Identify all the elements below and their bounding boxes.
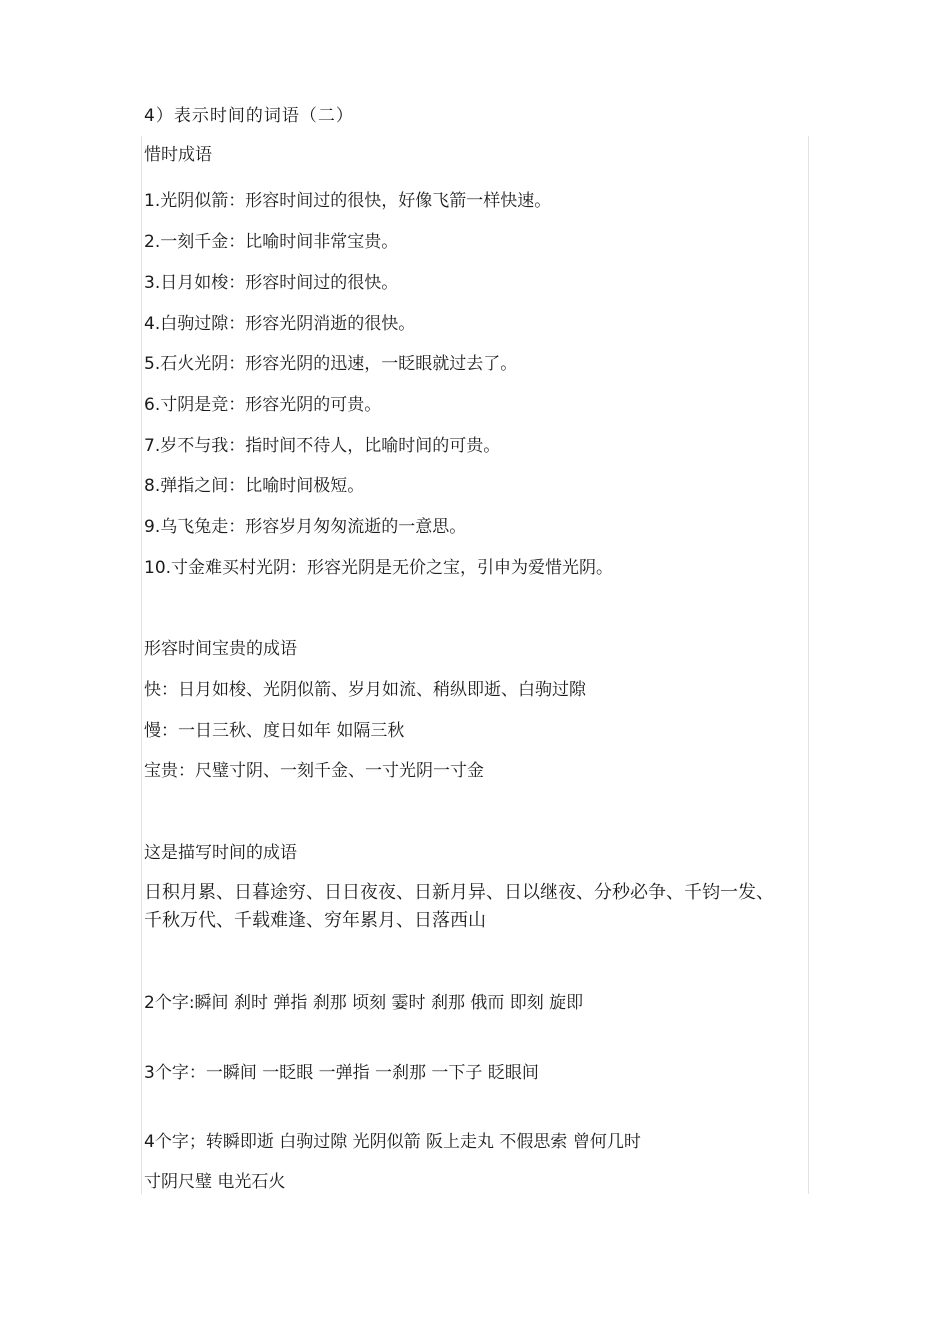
fast-idioms: 快：日月如梭、光阴似箭、岁月如流、稍纵即逝、白驹过隙 (144, 680, 586, 700)
idiom-item: 9.乌飞兔走：形容岁月匆匆流逝的一意思。 (144, 517, 467, 537)
idiom-item: 3.日月如梭：形容时间过的很快。 (144, 273, 399, 293)
idiom-item: 1.光阴似箭：形容时间过的很快，好像飞箭一样快速。 (144, 191, 552, 211)
time-idioms-line-1: 日积月累、日暮途穷、日日夜夜、日新月异、日以继夜、分秒必争、千钧一发、 (144, 882, 774, 903)
time-idioms-line-2: 千秋万代、千载难逢、穷年累月、日落西山 (144, 910, 486, 931)
idiom-item: 6.寸阴是竞：形容光阴的可贵。 (144, 395, 382, 415)
three-char-words: 3个字：一瞬间 一眨眼 一弹指 一刹那 一下子 眨眼间 (144, 1063, 539, 1083)
section-title-precious-time: 形容时间宝贵的成语 (144, 639, 297, 659)
idiom-item: 4.白驹过隙：形容光阴消逝的很快。 (144, 314, 416, 334)
section-title-describe-time: 这是描写时间的成语 (144, 843, 297, 863)
slow-idioms: 慢：一日三秋、度日如年 如隔三秋 (144, 721, 405, 741)
idiom-item: 10.寸金难买村光阴：形容光阴是无价之宝，引申为爱惜光阴。 (144, 558, 614, 578)
precious-idioms: 宝贵：尺璧寸阴、一刻千金、一寸光阴一寸金 (144, 761, 484, 781)
section-title-cherish-time: 惜时成语 (144, 145, 212, 165)
two-char-words: 2个字:瞬间 刹时 弹指 刹那 顷刻 霎时 刹那 俄而 即刻 旋即 (144, 993, 584, 1013)
four-char-words-line-2: 寸阴尺璧 电光石火 (144, 1172, 286, 1192)
idiom-item: 7.岁不与我：指时间不待人，比喻时间的可贵。 (144, 436, 501, 456)
idiom-item: 5.石火光阴：形容光阴的迅速，一眨眼就过去了。 (144, 354, 518, 374)
idiom-item: 8.弹指之间：比喻时间极短。 (144, 476, 365, 496)
four-char-words-line-1: 4个字；转瞬即逝 白驹过隙 光阴似箭 阪上走丸 不假思索 曾何几时 (144, 1132, 641, 1152)
idiom-item: 2.一刻千金：比喻时间非常宝贵。 (144, 232, 399, 252)
section-heading: 4）表示时间的词语（二） (144, 106, 354, 126)
